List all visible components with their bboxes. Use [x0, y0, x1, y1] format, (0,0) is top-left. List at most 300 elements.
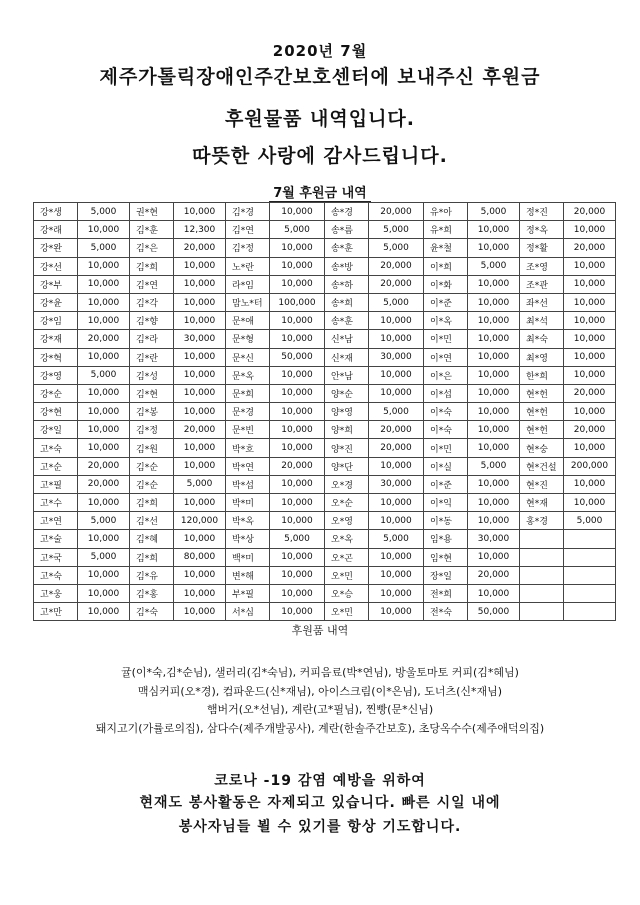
- donation-amount-cell: 20,000: [369, 275, 424, 293]
- donor-name-cell: 송*방: [325, 257, 369, 275]
- donation-amount-cell: 10,000: [78, 312, 130, 330]
- donation-amount-cell: 5,000: [369, 403, 424, 421]
- table-row: [34, 203, 616, 221]
- donor-name-cell: 강*윤: [34, 293, 78, 311]
- donor-name-cell: 이*옥: [424, 312, 468, 330]
- donation-amount-cell: 10,000: [468, 548, 520, 566]
- donor-name-cell: 강*생: [34, 203, 78, 221]
- donation-amount-cell: 10,000: [468, 239, 520, 257]
- donation-amount-cell: 10,000: [78, 603, 130, 621]
- donation-amount-cell: 20,000: [564, 384, 616, 402]
- donor-name-cell: 김*란: [130, 348, 174, 366]
- table-row: [34, 257, 616, 275]
- donor-name-cell: [520, 548, 564, 566]
- donation-amount-cell: 10,000: [270, 512, 325, 530]
- donation-amount-cell: 20,000: [369, 203, 424, 221]
- donor-name-cell: 신*재: [325, 348, 369, 366]
- donation-table-title: [0, 182, 640, 201]
- donor-name-cell: 양*진: [325, 439, 369, 457]
- donor-name-cell: 양*순: [325, 384, 369, 402]
- donor-name-cell: 이*숙: [424, 421, 468, 439]
- donation-amount-cell: 100,000: [270, 293, 325, 311]
- donor-name-cell: 라*임: [226, 275, 270, 293]
- donor-name-cell: 강*영: [34, 366, 78, 384]
- donor-name-cell: 문*옥: [226, 366, 270, 384]
- donation-amount-cell: 10,000: [270, 239, 325, 257]
- donation-amount-cell: 10,000: [369, 384, 424, 402]
- donor-name-cell: 양*영: [325, 403, 369, 421]
- donor-name-cell: 문*빈: [226, 421, 270, 439]
- donation-amount-cell: 5,000: [78, 203, 130, 221]
- donation-amount-cell: 10,000: [270, 312, 325, 330]
- donor-name-cell: 오*경: [325, 475, 369, 493]
- donor-name-cell: 강*현: [34, 403, 78, 421]
- donor-name-cell: 조*관: [520, 275, 564, 293]
- donation-amount-cell: 20,000: [369, 421, 424, 439]
- donation-amount-cell: 10,000: [270, 566, 325, 584]
- donation-amount-cell: 10,000: [174, 530, 226, 548]
- donor-name-cell: 최*숙: [520, 330, 564, 348]
- donor-name-cell: 장*일: [424, 566, 468, 584]
- donor-name-cell: 정*진: [520, 203, 564, 221]
- donation-amount-cell: 10,000: [78, 275, 130, 293]
- donation-amount-cell: 10,000: [468, 221, 520, 239]
- donation-amount-cell: 10,000: [78, 403, 130, 421]
- donation-amount-cell: 10,000: [78, 584, 130, 602]
- goods-line: 맥심커피(오*경), 컴파운드(신*재님), 아이스크림(이*은님), 도너츠(신*재님): [137, 684, 503, 698]
- donor-name-cell: 박*흐: [226, 439, 270, 457]
- donor-name-cell: 김*순: [130, 475, 174, 493]
- donation-amount-cell: 10,000: [564, 475, 616, 493]
- donation-amount-cell: 120,000: [174, 512, 226, 530]
- donor-name-cell: 김*원: [130, 439, 174, 457]
- donation-amount-cell: 10,000: [174, 494, 226, 512]
- donation-amount-cell: 10,000: [174, 275, 226, 293]
- donation-amount-cell: 10,000: [369, 548, 424, 566]
- donation-amount-cell: 30,000: [468, 530, 520, 548]
- donation-amount-cell: 20,000: [369, 257, 424, 275]
- donor-name-cell: 이*익: [424, 494, 468, 512]
- donor-name-cell: 송*희: [325, 293, 369, 311]
- donor-name-cell: 김*은: [130, 239, 174, 257]
- donation-amount-cell: 10,000: [270, 439, 325, 457]
- table-row: [34, 384, 616, 402]
- closing-line-1: 코로나 -19 감염 예방을 위하여: [214, 773, 426, 789]
- table-row: [34, 312, 616, 330]
- donation-amount-cell: 10,000: [270, 584, 325, 602]
- donation-amount-cell: 30,000: [369, 475, 424, 493]
- donation-amount-cell: 10,000: [369, 312, 424, 330]
- donation-amount-cell: 5,000: [369, 293, 424, 311]
- donation-amount-cell: 10,000: [174, 293, 226, 311]
- donor-name-cell: 송*훈: [325, 312, 369, 330]
- donation-amount-cell: 10,000: [468, 275, 520, 293]
- donation-amount-cell: 10,000: [174, 348, 226, 366]
- donation-amount-cell: 10,000: [270, 203, 325, 221]
- donor-name-cell: 신*남: [325, 330, 369, 348]
- donation-amount-cell: 10,000: [564, 275, 616, 293]
- donor-name-cell: 김*혜: [130, 530, 174, 548]
- donation-amount-cell: 20,000: [270, 457, 325, 475]
- donor-name-cell: 현*재: [520, 494, 564, 512]
- table-row: [34, 475, 616, 493]
- donation-amount-cell: 20,000: [78, 330, 130, 348]
- goods-list: [0, 664, 640, 738]
- donor-name-cell: 강*임: [34, 312, 78, 330]
- donor-name-cell: 이*실: [424, 457, 468, 475]
- donation-amount-cell: [564, 584, 616, 602]
- donor-name-cell: 고*필: [34, 475, 78, 493]
- donation-amount-cell: 5,000: [78, 548, 130, 566]
- table-row: [34, 348, 616, 366]
- table-row: [34, 512, 616, 530]
- table-row: [34, 584, 616, 602]
- donation-amount-cell: 10,000: [468, 366, 520, 384]
- donation-amount-cell: 10,000: [78, 566, 130, 584]
- closing-line-3: 봉사자님들 뵐 수 있기를 항상 기도합니다.: [178, 819, 462, 835]
- donation-amount-cell: 10,000: [369, 366, 424, 384]
- table-row: [34, 293, 616, 311]
- donor-name-cell: 이*동: [424, 512, 468, 530]
- donor-name-cell: [520, 530, 564, 548]
- donor-name-cell: 김*순: [130, 457, 174, 475]
- donation-amount-cell: 10,000: [468, 421, 520, 439]
- donor-name-cell: 김*성: [130, 366, 174, 384]
- donor-name-cell: 김*경: [226, 203, 270, 221]
- table-row: [34, 494, 616, 512]
- donor-name-cell: 정*옥: [520, 221, 564, 239]
- title-line-2: 후원물품 내역입니다.: [224, 108, 416, 130]
- donation-amount-cell: 10,000: [564, 312, 616, 330]
- donation-amount-cell: 10,000: [174, 366, 226, 384]
- donor-name-cell: 고*연: [34, 512, 78, 530]
- donor-name-cell: [520, 584, 564, 602]
- donation-amount-cell: 5,000: [369, 239, 424, 257]
- donor-name-cell: 안*남: [325, 366, 369, 384]
- donation-amount-cell: 10,000: [270, 603, 325, 621]
- donor-name-cell: 송*경: [325, 203, 369, 221]
- donor-name-cell: 김*유: [130, 566, 174, 584]
- donor-name-cell: 현*헌: [520, 384, 564, 402]
- donation-amount-cell: 10,000: [468, 475, 520, 493]
- donor-name-cell: 박*섭: [226, 475, 270, 493]
- donor-name-cell: 문*경: [226, 403, 270, 421]
- donation-amount-cell: 10,000: [78, 439, 130, 457]
- donation-amount-cell: 5,000: [468, 457, 520, 475]
- donation-amount-cell: [564, 603, 616, 621]
- donor-name-cell: 김*연: [226, 221, 270, 239]
- goods-line: 돼지고기(가률로의집), 삼다수(제주개발공사), 계란(한솔주간보호), 초당옥수수(제주애덕의집): [95, 721, 545, 735]
- donor-name-cell: 이*숙: [424, 403, 468, 421]
- donation-amount-cell: 10,000: [369, 494, 424, 512]
- donation-amount-cell: 10,000: [78, 221, 130, 239]
- donation-amount-cell: 10,000: [369, 566, 424, 584]
- donation-amount-cell: 10,000: [174, 403, 226, 421]
- donor-name-cell: 이*연: [424, 348, 468, 366]
- donor-name-cell: 정*활: [520, 239, 564, 257]
- donation-amount-cell: 10,000: [78, 494, 130, 512]
- donation-amount-cell: [564, 566, 616, 584]
- donor-name-cell: 송*름: [325, 221, 369, 239]
- donor-name-cell: 문*희: [226, 384, 270, 402]
- donation-amount-cell: 10,000: [369, 330, 424, 348]
- donor-name-cell: 백*미: [226, 548, 270, 566]
- donor-name-cell: 전*희: [424, 584, 468, 602]
- donor-name-cell: 김*봉: [130, 403, 174, 421]
- donation-amount-cell: 10,000: [468, 512, 520, 530]
- donor-name-cell: 송*훈: [325, 239, 369, 257]
- title-line-1: 제주가톨릭장애인주간보호센터에 보내주신 후원금: [99, 66, 541, 88]
- donation-amount-cell: 5,000: [369, 221, 424, 239]
- donor-name-cell: 오*옥: [325, 530, 369, 548]
- donation-amount-cell: 20,000: [564, 239, 616, 257]
- donor-name-cell: 현*숭: [520, 439, 564, 457]
- donation-amount-cell: 10,000: [468, 312, 520, 330]
- donor-name-cell: 조*영: [520, 257, 564, 275]
- donation-amount-cell: 10,000: [369, 512, 424, 530]
- goods-line: 귤(이*숙,김*순님), 샐러리(김*숙님), 커피음료(박*연님), 방울토마토 커피(김*혜님): [121, 666, 519, 679]
- donor-name-cell: 맘노*터: [226, 293, 270, 311]
- donor-name-cell: 오*민: [325, 566, 369, 584]
- donation-amount-cell: 10,000: [564, 403, 616, 421]
- donation-amount-cell: 10,000: [468, 293, 520, 311]
- donor-name-cell: 송*하: [325, 275, 369, 293]
- donor-name-cell: 김*희: [130, 257, 174, 275]
- donor-name-cell: 노*란: [226, 257, 270, 275]
- donor-name-cell: 김*각: [130, 293, 174, 311]
- donation-amount-cell: 10,000: [270, 257, 325, 275]
- donor-name-cell: 박*상: [226, 530, 270, 548]
- table-row: [34, 439, 616, 457]
- donor-name-cell: 전*숙: [424, 603, 468, 621]
- donor-name-cell: 문*형: [226, 330, 270, 348]
- table-row: [34, 457, 616, 475]
- donor-name-cell: 오*곤: [325, 548, 369, 566]
- donor-name-cell: 고*수: [34, 494, 78, 512]
- donation-amount-cell: 10,000: [564, 439, 616, 457]
- donation-amount-cell: 5,000: [564, 512, 616, 530]
- donor-name-cell: [520, 603, 564, 621]
- donation-amount-cell: 5,000: [468, 203, 520, 221]
- table-row: [34, 548, 616, 566]
- donation-amount-cell: 10,000: [270, 421, 325, 439]
- donation-amount-cell: 5,000: [369, 530, 424, 548]
- donation-amount-cell: 10,000: [270, 548, 325, 566]
- donor-name-cell: 현*진: [520, 475, 564, 493]
- donor-name-cell: 김*정: [226, 239, 270, 257]
- donor-name-cell: 이*은: [424, 366, 468, 384]
- donor-name-cell: 현*헌: [520, 421, 564, 439]
- donation-amount-cell: 10,000: [369, 584, 424, 602]
- donation-amount-cell: 10,000: [174, 439, 226, 457]
- donation-amount-cell: 12,300: [174, 221, 226, 239]
- donation-amount-cell: 50,000: [270, 348, 325, 366]
- donation-amount-cell: 10,000: [78, 348, 130, 366]
- donation-amount-cell: 10,000: [270, 275, 325, 293]
- donation-amount-cell: 10,000: [468, 330, 520, 348]
- donation-amount-cell: 10,000: [564, 366, 616, 384]
- donation-amount-cell: 20,000: [78, 457, 130, 475]
- donor-name-cell: 강*혁: [34, 348, 78, 366]
- donation-amount-cell: 10,000: [78, 384, 130, 402]
- table-row: [34, 530, 616, 548]
- donation-amount-cell: 10,000: [174, 603, 226, 621]
- donor-name-cell: 강*완: [34, 239, 78, 257]
- donor-name-cell: 고*숙: [34, 566, 78, 584]
- donor-name-cell: 오*순: [325, 494, 369, 512]
- donor-name-cell: 김*정: [130, 421, 174, 439]
- donor-name-cell: 이*준: [424, 293, 468, 311]
- donor-name-cell: 고*국: [34, 548, 78, 566]
- donation-amount-cell: 10,000: [270, 366, 325, 384]
- table-row: [34, 403, 616, 421]
- donor-name-cell: 고*웅: [34, 584, 78, 602]
- donation-amount-cell: 10,000: [564, 293, 616, 311]
- donation-amount-cell: 20,000: [564, 421, 616, 439]
- donor-name-cell: 이*섭: [424, 384, 468, 402]
- donor-name-cell: 임*현: [424, 548, 468, 566]
- donation-amount-cell: [564, 530, 616, 548]
- donation-amount-cell: 10,000: [270, 403, 325, 421]
- donor-name-cell: 좌*선: [520, 293, 564, 311]
- donor-name-cell: 고*만: [34, 603, 78, 621]
- donation-amount-cell: 10,000: [270, 494, 325, 512]
- donation-amount-cell: 5,000: [78, 366, 130, 384]
- donation-amount-cell: 10,000: [564, 257, 616, 275]
- donation-amount-cell: 20,000: [174, 239, 226, 257]
- donation-amount-cell: 10,000: [270, 384, 325, 402]
- donor-name-cell: 김*선: [130, 512, 174, 530]
- donor-name-cell: 강*재: [34, 330, 78, 348]
- donation-table-title-text: 7월 후원금 내역: [269, 186, 370, 202]
- donor-name-cell: 한*희: [520, 366, 564, 384]
- donation-amount-cell: 10,000: [78, 293, 130, 311]
- donation-amount-cell: 10,000: [78, 421, 130, 439]
- donor-name-cell: 김*희: [130, 494, 174, 512]
- title-line-3: 따뜻한 사랑에 감사드립니다.: [192, 145, 448, 167]
- donor-name-cell: 이*민: [424, 439, 468, 457]
- donor-name-cell: 이*희: [424, 257, 468, 275]
- donation-amount-cell: 10,000: [369, 603, 424, 621]
- donor-name-cell: 김*훈: [130, 221, 174, 239]
- donor-name-cell: 김*홍: [130, 584, 174, 602]
- donor-name-cell: 강*순: [34, 384, 78, 402]
- donor-name-cell: 고*술: [34, 530, 78, 548]
- donor-name-cell: 최*석: [520, 312, 564, 330]
- donor-name-cell: 오*영: [325, 512, 369, 530]
- table-row: [34, 366, 616, 384]
- donation-amount-cell: 20,000: [174, 421, 226, 439]
- donor-name-cell: 양*단: [325, 457, 369, 475]
- donation-amount-cell: 10,000: [174, 584, 226, 602]
- donation-amount-cell: 10,000: [369, 457, 424, 475]
- table-row: [34, 330, 616, 348]
- donation-amount-cell: 10,000: [564, 348, 616, 366]
- closing-line-2: 현재도 봉사활동은 자제되고 있습니다. 빠른 시일 내에: [139, 795, 501, 811]
- table-row: [34, 421, 616, 439]
- donation-amount-cell: 20,000: [564, 203, 616, 221]
- donation-amount-cell: 200,000: [564, 457, 616, 475]
- donor-name-cell: 김*향: [130, 312, 174, 330]
- donation-amount-cell: 20,000: [468, 566, 520, 584]
- donation-amount-cell: 10,000: [468, 439, 520, 457]
- donor-name-cell: 윤*철: [424, 239, 468, 257]
- donation-amount-cell: 5,000: [174, 475, 226, 493]
- goods-title: 후원품 내역: [291, 624, 349, 637]
- donor-name-cell: 강*래: [34, 221, 78, 239]
- donation-amount-cell: 10,000: [174, 384, 226, 402]
- donor-name-cell: 문*애: [226, 312, 270, 330]
- donation-table-body: [34, 203, 616, 621]
- donor-name-cell: 오*민: [325, 603, 369, 621]
- donation-amount-cell: 10,000: [78, 530, 130, 548]
- donation-amount-cell: 10,000: [78, 257, 130, 275]
- donor-name-cell: 박*연: [226, 457, 270, 475]
- table-row: [34, 221, 616, 239]
- donor-name-cell: 고*순: [34, 457, 78, 475]
- donation-amount-cell: 10,000: [564, 221, 616, 239]
- donor-name-cell: 강*선: [34, 257, 78, 275]
- donation-amount-cell: 10,000: [174, 566, 226, 584]
- donor-name-cell: 김*희: [130, 548, 174, 566]
- donation-amount-cell: 5,000: [270, 221, 325, 239]
- donor-name-cell: 오*승: [325, 584, 369, 602]
- donation-amount-cell: 5,000: [78, 512, 130, 530]
- donor-name-cell: 현*건설: [520, 457, 564, 475]
- donation-amount-cell: 10,000: [468, 403, 520, 421]
- donation-amount-cell: 20,000: [78, 475, 130, 493]
- table-row: [34, 566, 616, 584]
- donation-amount-cell: [564, 548, 616, 566]
- donation-amount-cell: 10,000: [270, 330, 325, 348]
- donation-amount-cell: 10,000: [468, 584, 520, 602]
- donor-name-cell: 문*신: [226, 348, 270, 366]
- donor-name-cell: 현*헌: [520, 403, 564, 421]
- donation-amount-cell: 10,000: [468, 384, 520, 402]
- donor-name-cell: 강*일: [34, 421, 78, 439]
- donation-table: [33, 202, 616, 621]
- donation-amount-cell: 10,000: [174, 203, 226, 221]
- donor-name-cell: 김*연: [130, 275, 174, 293]
- donor-name-cell: 변*해: [226, 566, 270, 584]
- goods-line: 햄버거(오*선님), 계란(고*필님), 찐빵(문*신님): [206, 703, 434, 716]
- donation-amount-cell: 5,000: [78, 239, 130, 257]
- donor-name-cell: 유*아: [424, 203, 468, 221]
- donor-name-cell: 박*옥: [226, 512, 270, 530]
- donation-amount-cell: 20,000: [369, 439, 424, 457]
- donation-amount-cell: 10,000: [174, 257, 226, 275]
- donor-name-cell: 박*미: [226, 494, 270, 512]
- donor-name-cell: 부*필: [226, 584, 270, 602]
- donor-name-cell: 김*라: [130, 330, 174, 348]
- donation-amount-cell: 10,000: [174, 457, 226, 475]
- donation-amount-cell: 50,000: [468, 603, 520, 621]
- donor-name-cell: 고*숙: [34, 439, 78, 457]
- donor-name-cell: 최*영: [520, 348, 564, 366]
- donation-amount-cell: 10,000: [564, 330, 616, 348]
- table-row: [34, 603, 616, 621]
- donor-name-cell: 이*준: [424, 475, 468, 493]
- donation-amount-cell: 30,000: [174, 330, 226, 348]
- donation-amount-cell: 10,000: [468, 494, 520, 512]
- donor-name-cell: 임*용: [424, 530, 468, 548]
- donor-name-cell: 권*현: [130, 203, 174, 221]
- table-row: [34, 275, 616, 293]
- donor-name-cell: 서*심: [226, 603, 270, 621]
- donation-amount-cell: 10,000: [270, 475, 325, 493]
- report-date: 2020년 7월: [272, 42, 368, 60]
- donation-amount-cell: 80,000: [174, 548, 226, 566]
